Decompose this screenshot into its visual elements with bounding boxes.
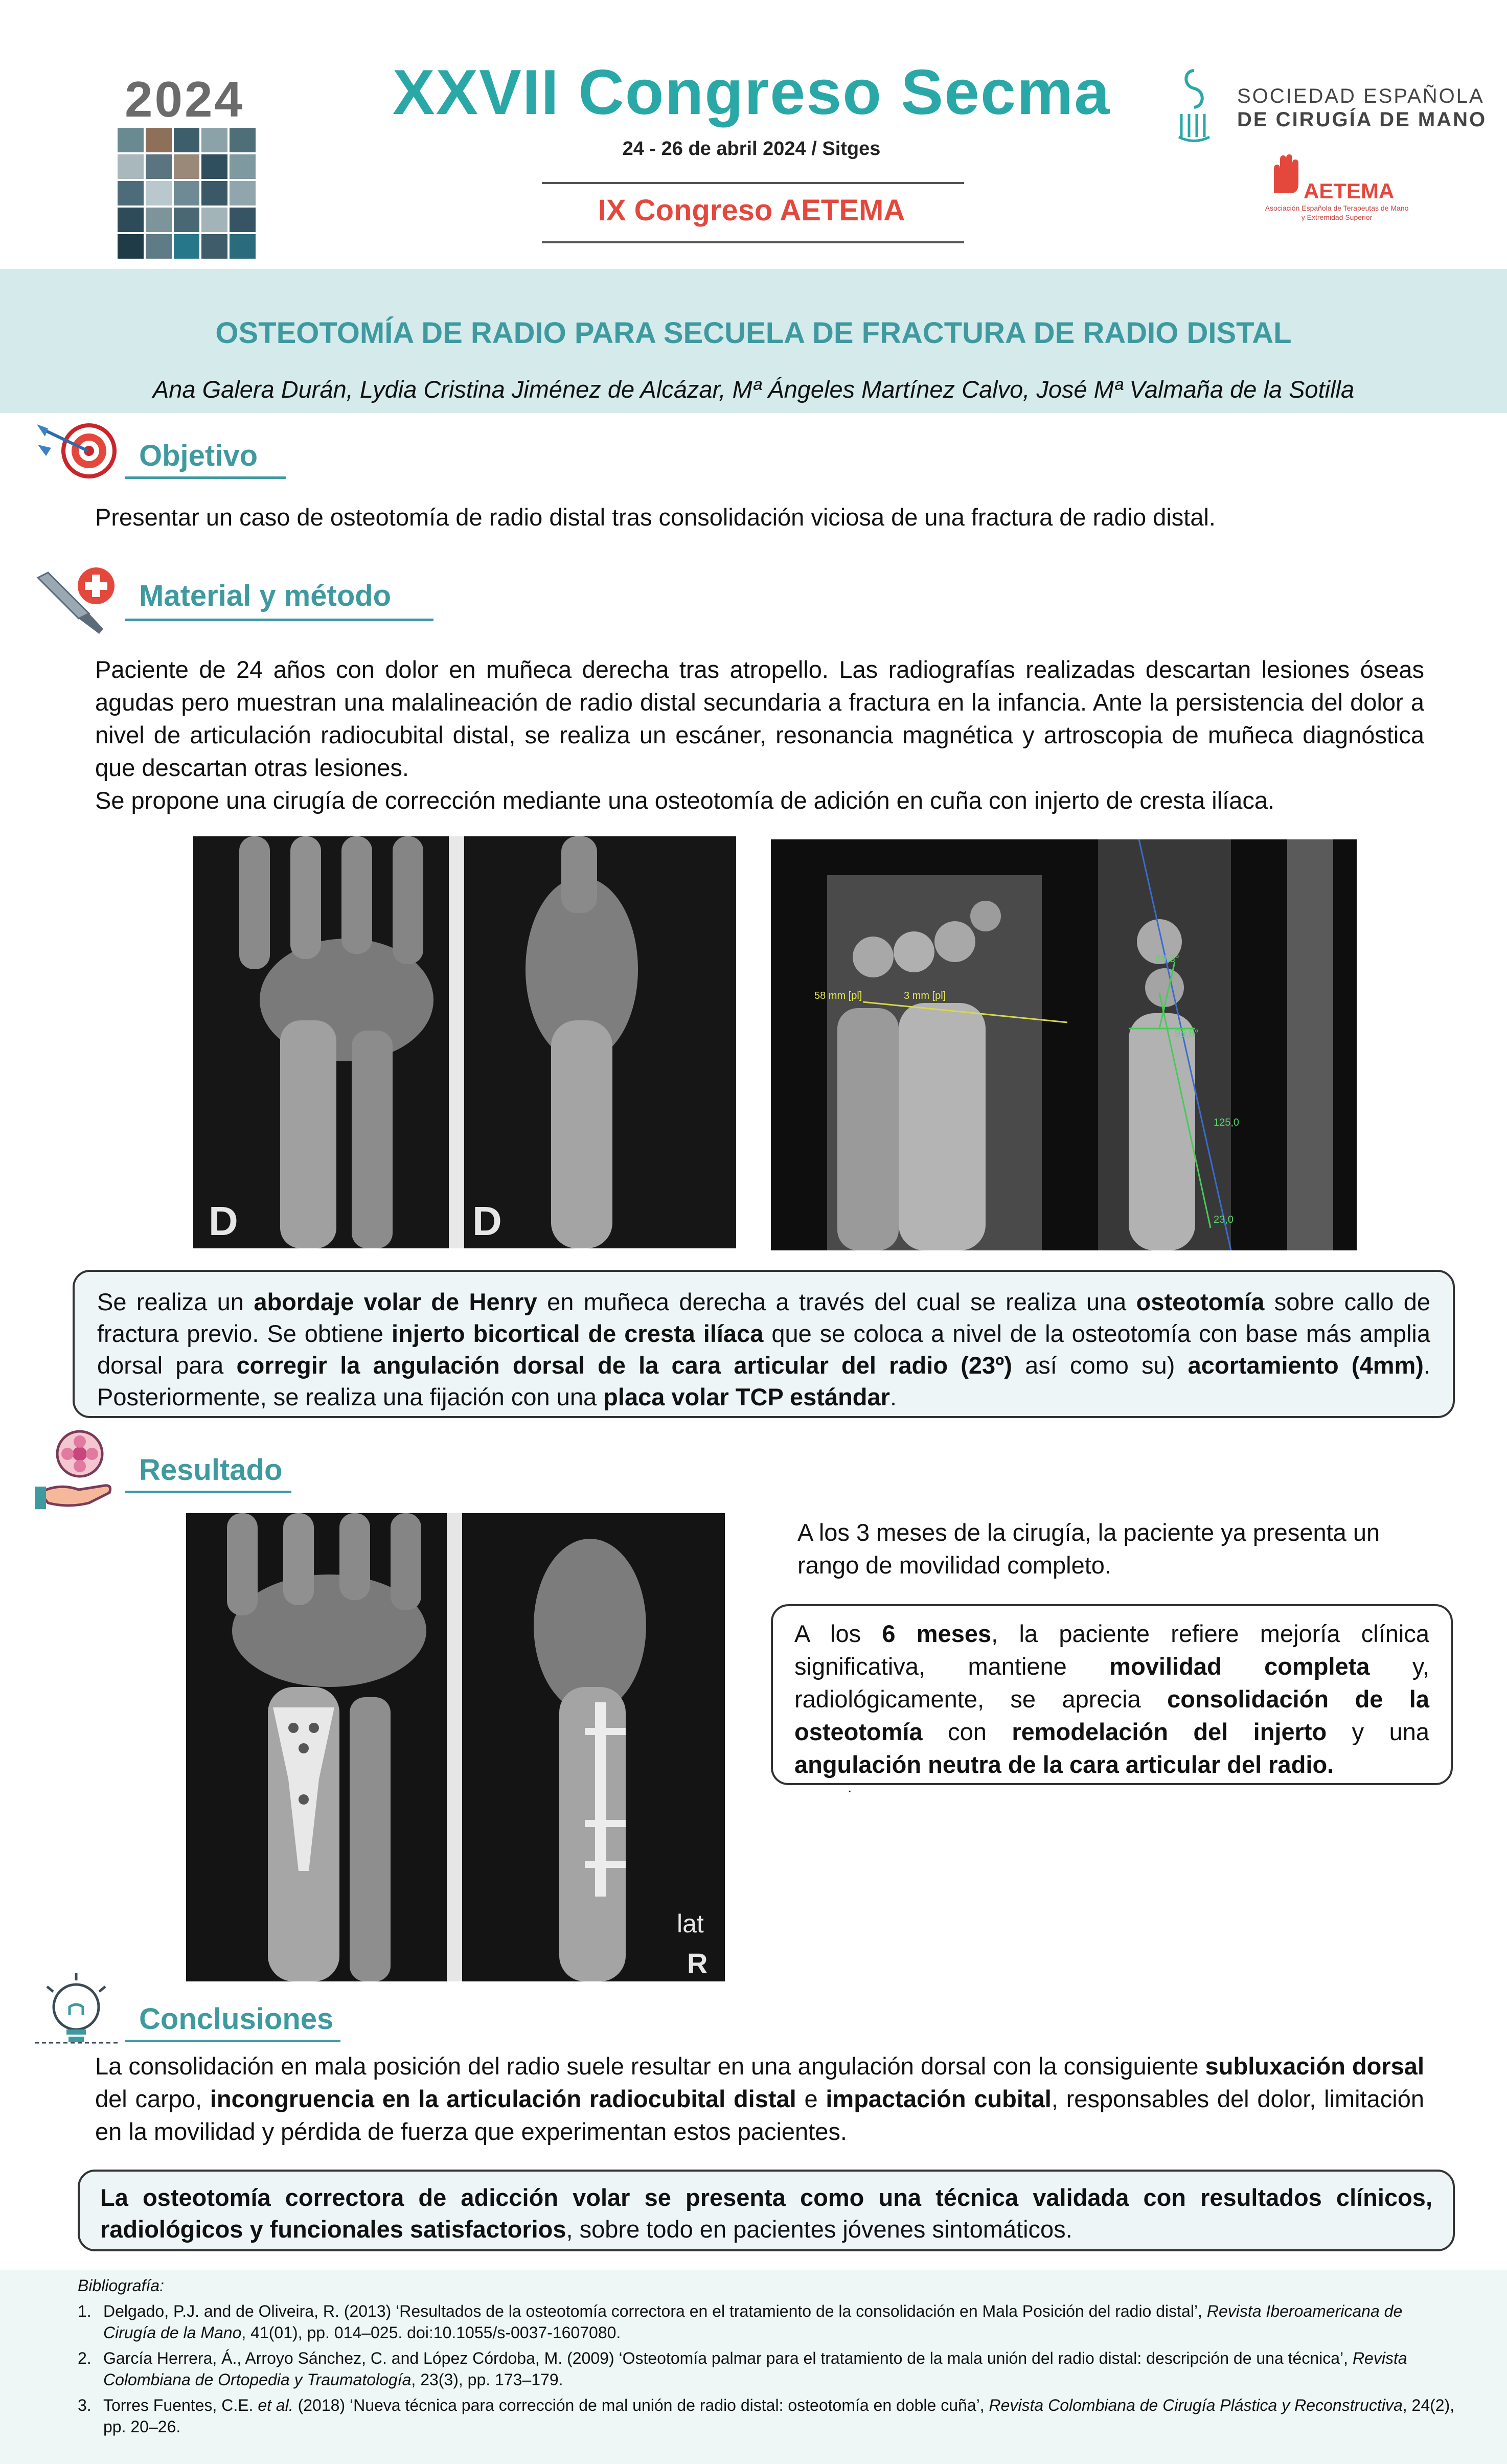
xray-marker-label: R [687, 1947, 708, 1979]
reference-item: 1. Delgado, P.J. and de Oliveira, R. (2013) ‘Resultados de la osteotomía correctora en el tratamiento de la consolidación en Mala Posición del radio distal’, Revista Iberoamericana de Cirugía de la Mano, 41(01), pp. 014–025. doi:10.1055/s-0037-1607080. [78, 2302, 1403, 2342]
material-paragraph-1: Paciente de 24 años con dolor en muñeca derecha tras atropello. Las radiografías realizadas descartan lesiones óseas agudas pero muestran una malalineación de radio distal secundaria a fractura en la infancia. Ante la persistencia del dolor a nivel de articulación radiocubital distal, se realiza un escáner, resonancia magnética y artroscopia de muñeca diagnóstica que descartan otras lesiones. [95, 656, 1424, 781]
aetema-congress-title: IX Congreso AETEMA [598, 194, 905, 227]
section-underline [125, 476, 286, 479]
postop-xray-image [186, 1513, 725, 1981]
preop-xray-image [193, 836, 736, 1248]
divider [542, 182, 964, 184]
ct-measure-label: 58 mm [pl] [814, 990, 862, 1001]
conclusiones-text: La consolidación en mala posición del radio suele resultar en una angulación dorsal con la consiguiente subluxación dorsal del carpo, incongruencia en la articulación radiocubital distal e impactación cubital, responsables del dolor, limitación en la movilidad y pérdida de fuerza que experimentan estos pacientes. [95, 2052, 1425, 2145]
resultado-6-months: A los 6 meses, la paciente refiere mejoría clínica significativa, mantiene movilidad completa y, radiológicamente, se aprecia consolidación de la osteotomía con remodelación del injerto y una angulación neutra de la cara articular del radio. [794, 1620, 1430, 1778]
procedure-box [73, 1270, 1455, 1418]
target-icon [33, 419, 120, 481]
authors: Ana Galera Durán, Lydia Cristina Jiménez de Alcázar, Mª Ángeles Martínez Calvo, José Mª Valmaña de la Sotilla [152, 376, 1355, 403]
secma-name-line2: DE CIRUGÍA DE MANO [1237, 108, 1487, 131]
scalpel-medical-icon [33, 562, 120, 639]
section-underline [125, 619, 433, 621]
xray-marker-label: D [472, 1198, 502, 1244]
ct-measure-label: 3 mm [pl] [904, 990, 946, 1001]
ct-angle-label: 23,0 [1214, 1214, 1234, 1225]
congress-dates: 24 - 26 de abril 2024 / Sitges [622, 138, 881, 159]
aetema-hand-icon [1268, 153, 1300, 194]
section-underline [125, 1491, 291, 1493]
bibliography-list [78, 2300, 1458, 2437]
reference-item: 2. García Herrera, Á., Arroyo Sánchez, C. and López Córdoba, M. (2009) ‘Osteotomía palmar para el tratamiento de la mala unión del radio distal: descripción de una técnica’, Revista Colombiana de Ortopedia y Traumatología, 23(3), pp. 173–179. [78, 2349, 1407, 2389]
lightbulb-icon [33, 1966, 120, 2053]
ct-scan-image [771, 839, 1357, 1250]
congress-title: XXVII Congreso Secma [392, 57, 1111, 128]
year-logo: 2024 [124, 71, 244, 127]
resultado-3-months: A los 3 meses de la cirugía, la paciente ya presenta un rango de movilidad completo. [797, 1519, 1380, 1579]
poster-title: OSTEOTOMÍA DE RADIO PARA SECUELA DE FRACTURA DE RADIO DISTAL [215, 316, 1292, 350]
ct-angle-label: 89,3° [1155, 953, 1179, 965]
secma-logo-icon [1174, 65, 1215, 142]
section-heading-objetivo: Objetivo [139, 439, 258, 472]
flower-hand-icon [33, 1426, 120, 1513]
section-heading-resultado: Resultado [139, 1453, 283, 1487]
section-underline [125, 2040, 340, 2042]
xray-marker-label: D [209, 1198, 238, 1244]
section-heading-material: Material y método [139, 579, 392, 612]
section-heading-conclusiones: Conclusiones [139, 2002, 334, 2036]
ct-angle-label: 96,8° [1175, 1028, 1199, 1039]
material-paragraph-2: Se propone una cirugía de corrección mediante una osteotomía de adición en cuña con injerto de cresta ilíaca. [95, 787, 1275, 814]
year-photo-mosaic [118, 128, 256, 259]
aetema-name: AETEMA [1304, 179, 1395, 203]
divider [542, 241, 964, 243]
stray-dot: . [848, 1779, 852, 1796]
resultado-box [771, 1604, 1453, 1785]
reference-item: 3. Torres Fuentes, C.E. et al. (2018) ‘Nueva técnica para corrección de mal unión de radio distal: osteotomía en doble cuña’, Revista Colombiana de Cirugía Plástica y Reconstructiva, 24(2), pp. 20–26. [78, 2396, 1455, 2436]
procedure-text: Se realiza un abordaje volar de Henry en muñeca derecha a través del cual se realiza una osteotomía sobre callo de fractura previo. Se obtiene injerto bicortical de cresta ilíaca que se coloca a nivel de la osteotomía con base más amplia dorsal para corregir la angulación dorsal de la cara articular del radio (23º) así como su) acortamiento (4mm). Posteriormente, se realiza una fijación con una placa volar TCP estándar. [97, 1288, 1431, 1410]
xray-marker-label: lat [677, 1909, 704, 1938]
conclusion-highlight-box [78, 2170, 1455, 2251]
ct-angle-label: 125,0 [1214, 1117, 1240, 1128]
objetivo-text: Presentar un caso de osteotomía de radio distal tras consolidación viciosa de una fractura de radio distal. [95, 504, 1216, 531]
bibliography-heading: Bibliografía: [78, 2276, 164, 2295]
conclusion-highlight-text: La osteotomía correctora de adicción volar se presenta como una técnica validada con resultados clínicos, radiológicos y funcionales satisfactorios, sobre todo en pacientes jóvenes sintomáticos. [100, 2184, 1432, 2243]
aetema-subtitle: Asociación Española de Terapeutas de Mano y Extremidad Superior [1265, 204, 1409, 221]
secma-name-line1: SOCIEDAD ESPAÑOLA [1237, 85, 1485, 107]
